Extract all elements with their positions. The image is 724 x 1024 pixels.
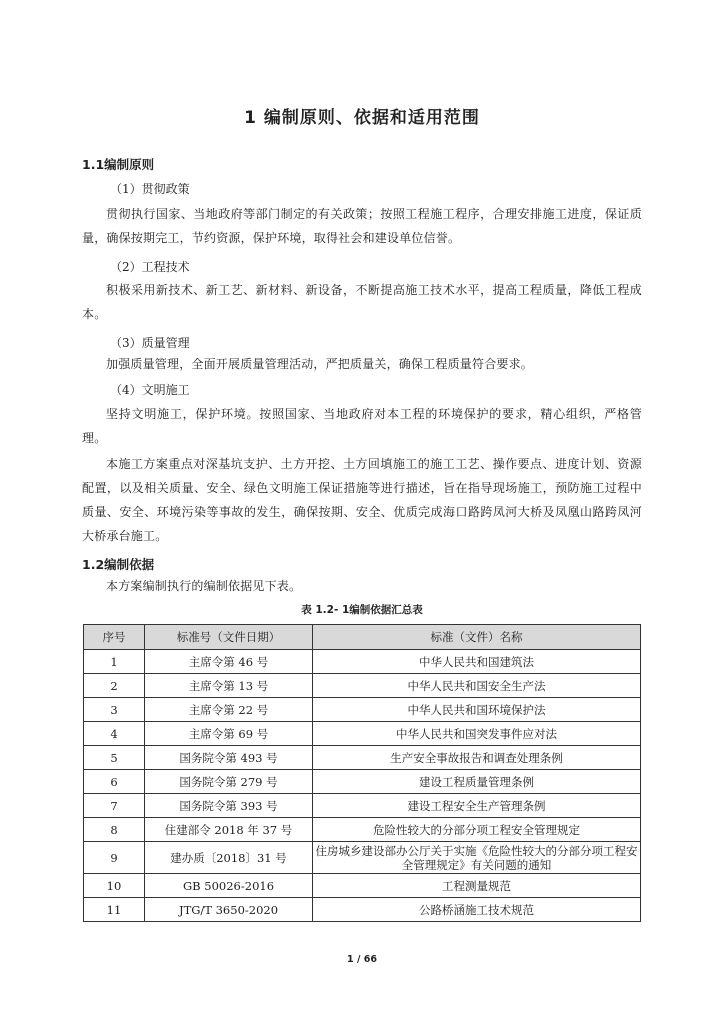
header-cell-standard-name: 标准（文件）名称 <box>313 625 641 650</box>
table-row <box>84 650 641 674</box>
cell-standard-no: 国务院令第 393 号 <box>145 794 313 818</box>
cell-standard-no: 主席令第 22 号 <box>145 698 313 722</box>
cell-standard-name: 建设工程质量管理条例 <box>313 770 641 794</box>
cell-index: 6 <box>84 770 145 794</box>
cell-index: 11 <box>84 898 145 922</box>
table-row <box>84 874 641 898</box>
cell-standard-no: 国务院令第 279 号 <box>145 770 313 794</box>
cell-standard-no: 国务院令第 493 号 <box>145 746 313 770</box>
cell-index: 7 <box>84 794 145 818</box>
cell-index: 2 <box>84 674 145 698</box>
header-cell-index: 序号 <box>84 625 145 650</box>
table-row <box>84 674 641 698</box>
table-row <box>84 818 641 842</box>
table-row <box>84 746 641 770</box>
table-row <box>84 842 641 874</box>
section-heading-1-2: 1.2编制依据 <box>82 557 155 572</box>
item-text-4: 坚持文明施工，保护环境。按照国家、当地政府对本工程的环境保护的要求，精心组织，严格管理。 <box>82 407 642 445</box>
item-text-3: 加强质量管理，全面开展质量管理活动，严把质量关，确保工程质量符合要求。 <box>106 357 534 371</box>
cell-standard-no: GB 50026-2016 <box>145 874 313 898</box>
cell-standard-name: 中华人民共和国突发事件应对法 <box>313 722 641 746</box>
cell-standard-name: 公路桥涵施工技术规范 <box>313 898 641 922</box>
header-cell-standard-no: 标准号（文件日期） <box>145 625 313 650</box>
table-row <box>84 698 641 722</box>
cell-standard-name: 建设工程安全生产管理条例 <box>313 794 641 818</box>
basis-table <box>83 624 641 922</box>
cell-standard-name: 生产安全事故报告和调查处理条例 <box>313 746 641 770</box>
item-label-3: （3）质量管理 <box>110 336 190 350</box>
cell-index: 9 <box>84 842 145 874</box>
cell-standard-name: 住房城乡建设部办公厅关于实施《危险性较大的分部分项工程安全管理规定》有关问题的通知 <box>313 842 641 874</box>
cell-standard-no: JTG/T 3650-2020 <box>145 898 313 922</box>
cell-index: 5 <box>84 746 145 770</box>
item-label-1: （1）贯彻政策 <box>110 182 190 196</box>
item-label-4: （4）文明施工 <box>110 383 190 397</box>
cell-standard-name: 危险性较大的分部分项工程安全管理规定 <box>313 818 641 842</box>
cell-standard-name: 中华人民共和国环境保护法 <box>313 698 641 722</box>
table-caption: 表 1.2- 1编制依据汇总表 <box>301 604 423 616</box>
cell-standard-no: 住建部令 2018 年 37 号 <box>145 818 313 842</box>
cell-standard-no: 主席令第 13 号 <box>145 674 313 698</box>
cell-index: 8 <box>84 818 145 842</box>
item-text-1: 贯彻执行国家、当地政府等部门制定的有关政策；按照工程施工程序，合理安排施工进度，保证质量，确保按期完工，节约资源，保护环境，取得社会和建设单位信誉。 <box>82 207 642 245</box>
table-row <box>84 898 641 922</box>
cell-standard-name: 中华人民共和国建筑法 <box>313 650 641 674</box>
table-row <box>84 770 641 794</box>
summary-paragraph: 本施工方案重点对深基坑支护、土方开挖、土方回填施工的施工工艺、操作要点、进度计划、资源配置，以及相关质量、安全、绿色文明施工保证措施等进行描述，旨在指导现场施工，预防施工过程中质量、安全、环境污染等事故的发生，确保按期、安全、优质完成海口路跨凤河大桥及凤凰山路跨凤河大桥承台施工。 <box>82 457 642 543</box>
cell-standard-no: 主席令第 46 号 <box>145 650 313 674</box>
table-row <box>84 794 641 818</box>
cell-index: 10 <box>84 874 145 898</box>
table-intro: 本方案编制执行的编制依据见下表。 <box>106 579 302 593</box>
cell-index: 1 <box>84 650 145 674</box>
item-label-2: （2）工程技术 <box>110 260 190 274</box>
cell-index: 4 <box>84 722 145 746</box>
page-title: 1 编制原则、依据和适用范围 <box>244 108 480 128</box>
cell-index: 3 <box>84 698 145 722</box>
section-heading-1-1: 1.1编制原则 <box>82 157 155 172</box>
item-text-2: 积极采用新技术、新工艺、新材料、新设备，不断提高施工技术水平，提高工程质量，降低工程成本。 <box>82 283 642 321</box>
cell-standard-name: 工程测量规范 <box>313 874 641 898</box>
cell-standard-no: 主席令第 69 号 <box>145 722 313 746</box>
page-number: 1 / 66 <box>347 954 377 965</box>
cell-standard-name: 中华人民共和国安全生产法 <box>313 674 641 698</box>
cell-standard-no: 建办质〔2018〕31 号 <box>145 842 313 874</box>
table-row <box>84 722 641 746</box>
table-header-row <box>84 625 641 650</box>
